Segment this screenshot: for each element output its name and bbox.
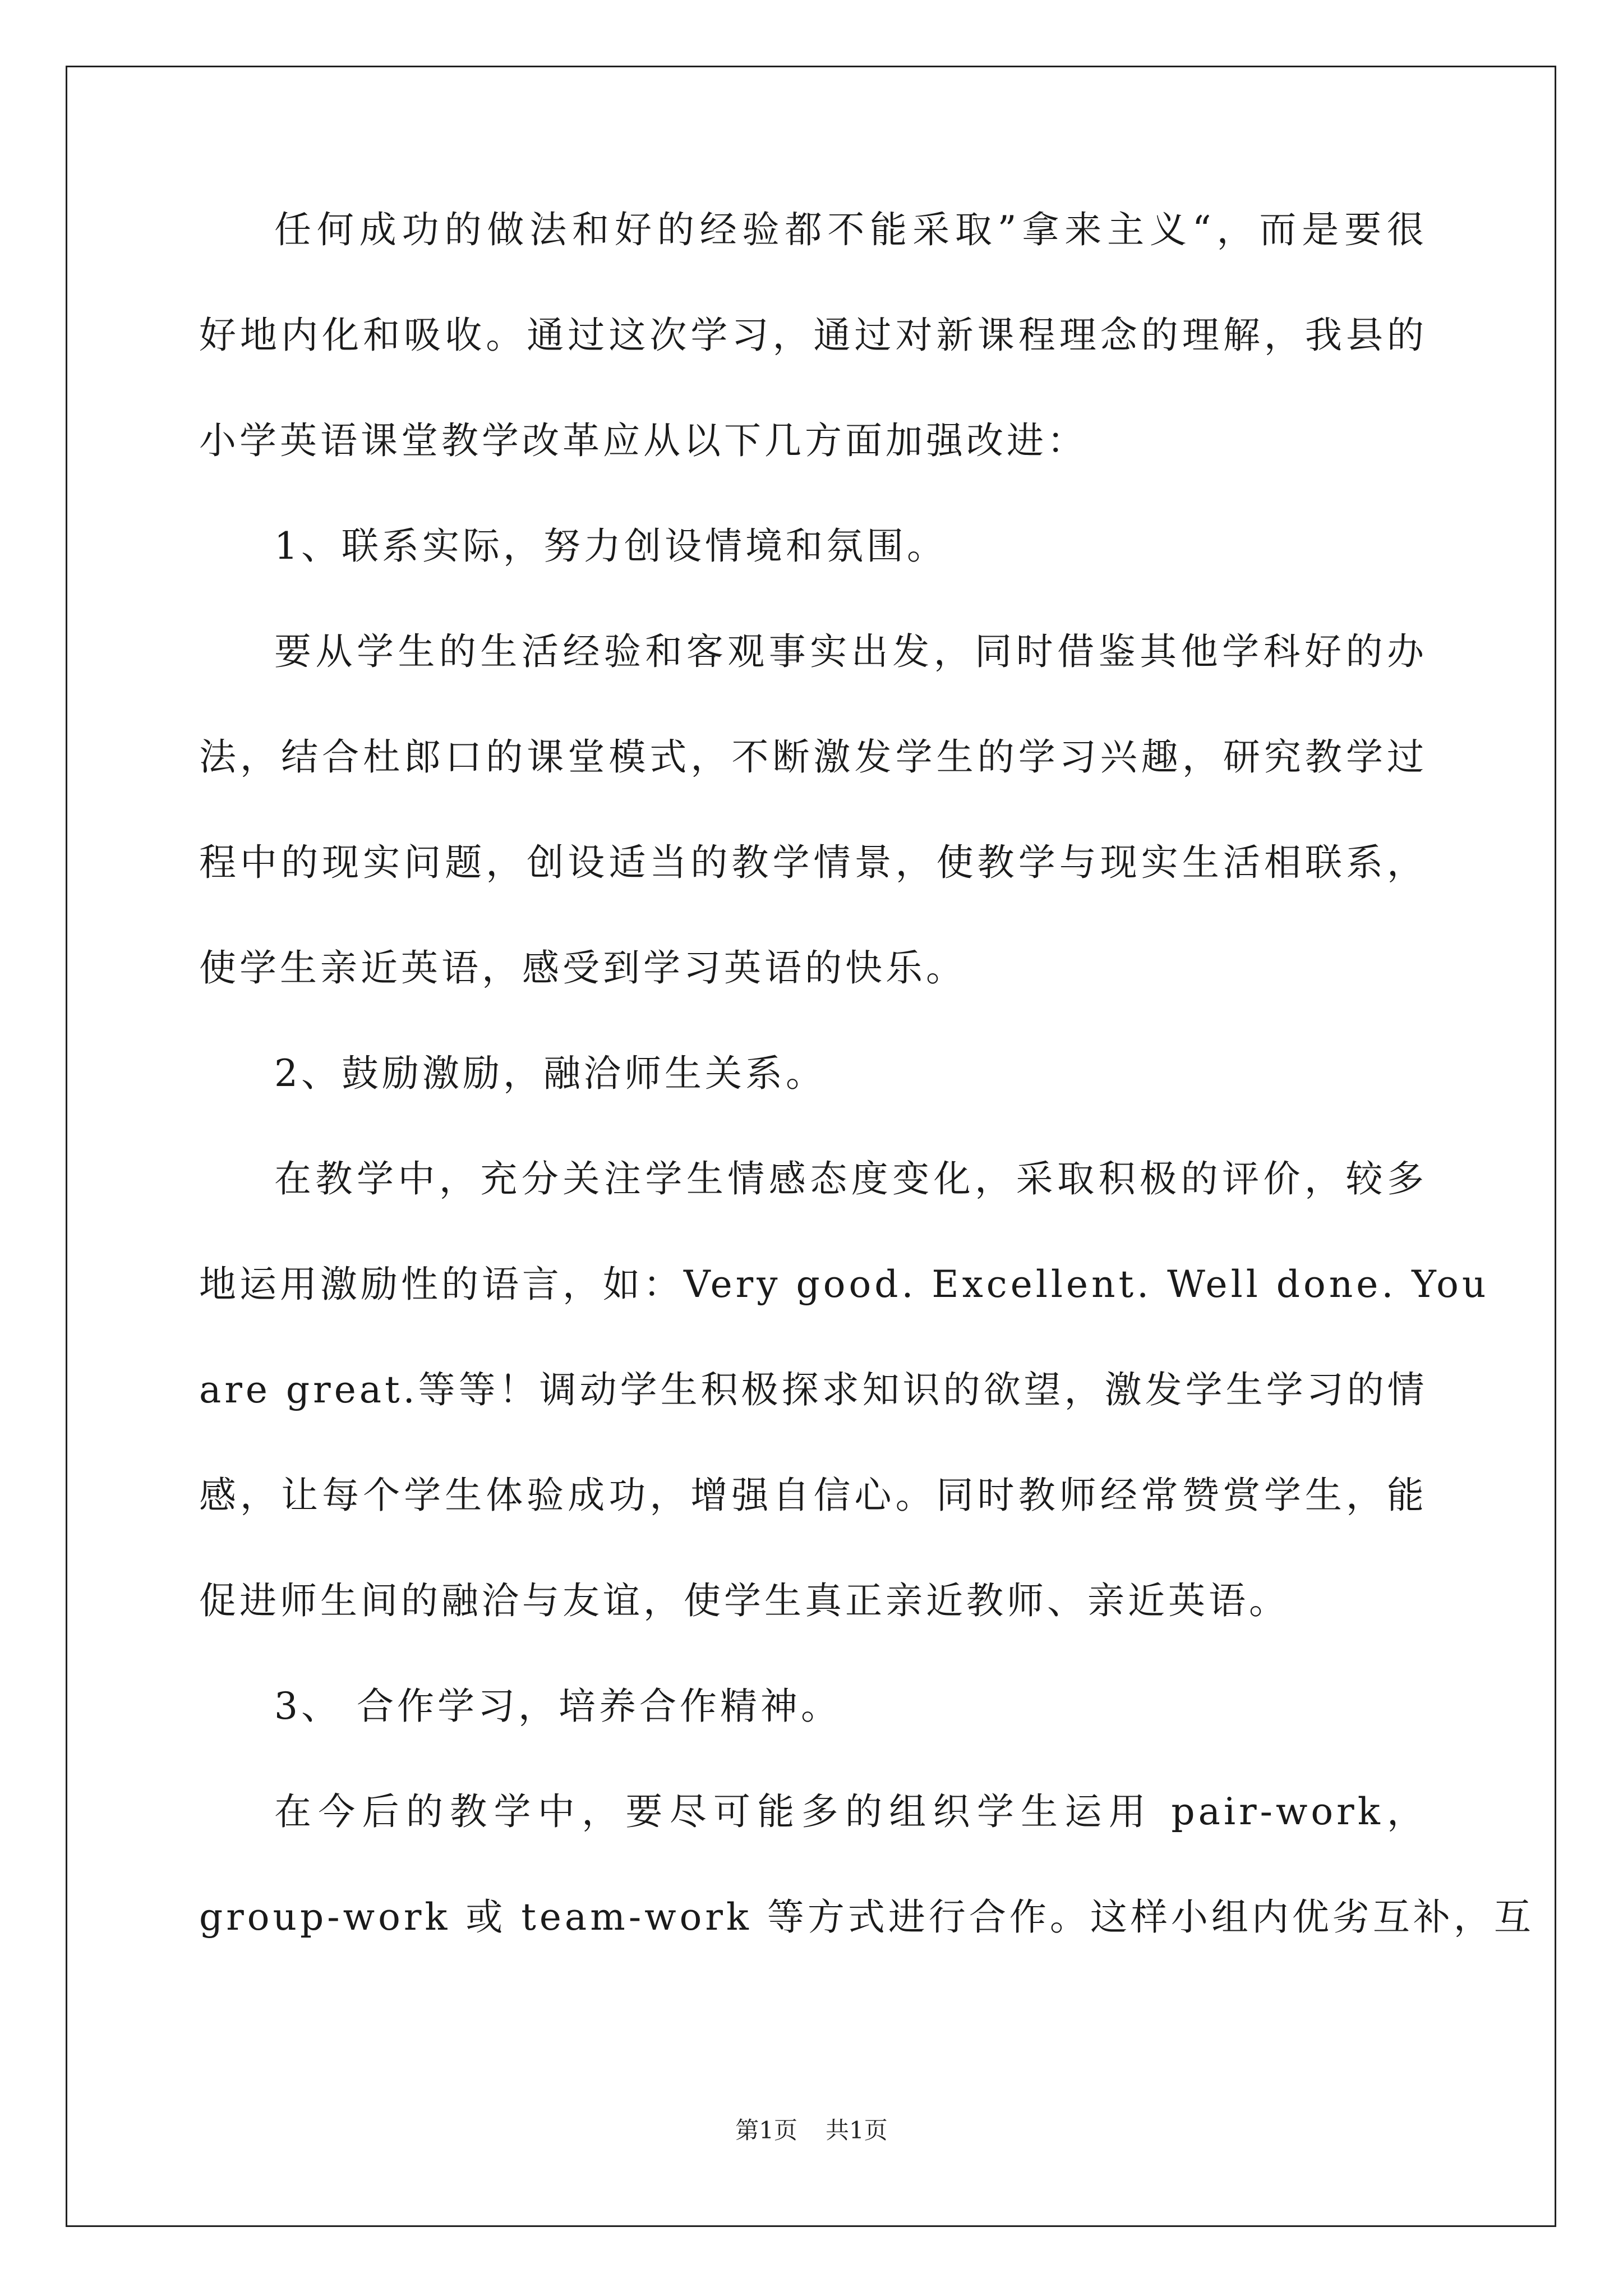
page-number-current: 第1页 — [735, 2116, 797, 2144]
section-heading: 2、鼓励激励，融洽师生关系。 — [274, 1052, 826, 1095]
paragraph-line: 任何成功的做法和好的经验都不能采取”拿来主义“，而是要很 — [274, 208, 1427, 251]
paragraph-line: 要从学生的生活经验和客观事实出发，同时借鉴其他学科好的办 — [274, 630, 1427, 673]
paragraph-line: 感，让每个学生体验成功，增强自信心。同时教师经常赞赏学生，能 — [199, 1474, 1427, 1517]
paragraph-line: 小学英语课堂教学改革应从以下几方面加强改进： — [199, 419, 1087, 462]
paragraph-line: 使学生亲近英语，感受到学习英语的快乐。 — [199, 946, 966, 990]
paragraph-line: 法，结合杜郎口的课堂模式，不断激发学生的学习兴趣，研究教学过 — [199, 735, 1427, 779]
paragraph-line: 地运用激励性的语言，如：Very good. Excellent. Well done. You — [199, 1263, 1490, 1306]
page-footer — [0, 2114, 1623, 2147]
section-heading: 1、联系实际，努力创设情境和氛围。 — [274, 524, 947, 568]
page-number-total: 共1页 — [826, 2116, 888, 2144]
paragraph-line: group-work 或 team-work 等方式进行合作。这样小组内优劣互补，互 — [199, 1895, 1534, 1939]
paragraph-line: 程中的现实问题，创设适当的教学情景，使教学与现实生活相联系， — [199, 841, 1427, 884]
paragraph-line: are great.等等！调动学生积极探求知识的欲望，激发学生学习的情 — [199, 1368, 1428, 1411]
paragraph-line: 好地内化和吸收。通过这次学习，通过对新课程理念的理解，我县的 — [199, 314, 1427, 357]
paragraph-line: 在今后的教学中，要尽可能多的组织学生运用 pair-work， — [274, 1790, 1427, 1833]
paragraph-line: 在教学中，充分关注学生情感态度变化，采取积极的评价，较多 — [274, 1157, 1427, 1200]
section-heading: 3、 合作学习，培养合作精神。 — [274, 1685, 841, 1728]
paragraph-line: 促进师生间的融洽与友谊，使学生真正亲近教师、亲近英语。 — [199, 1579, 1289, 1622]
